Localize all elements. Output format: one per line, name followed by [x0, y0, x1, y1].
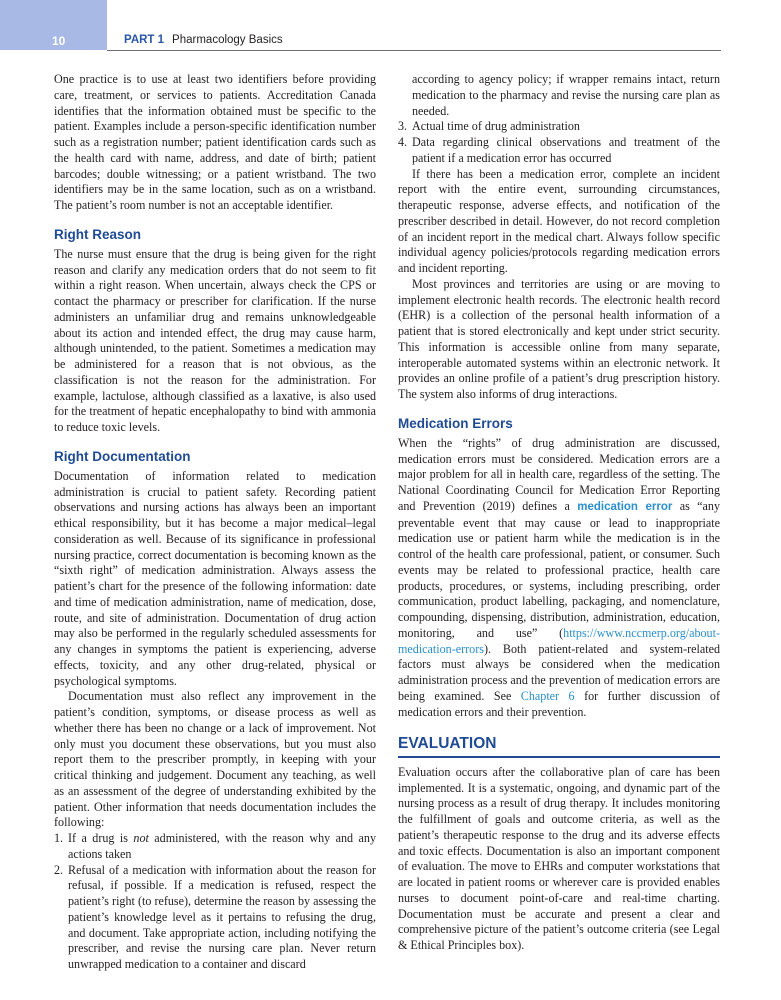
list-text: Refusal of a medication with information about the reason for refusal, if possible. If a medication is refused, respect the patient’s right (to refuse), determine the reason by assessing the patient’s knowledge level as it pertains to refusing the drug, and document. Take appropriate action, including notifying the prescriber, and revise the nursing care plan. Never return unwrapped medication to a container and discard [68, 862, 376, 971]
list-item [54, 831, 376, 863]
page-number: 10 [52, 34, 66, 48]
list-number: 2. [54, 862, 64, 877]
part-label: PART 1 [124, 34, 165, 46]
documentation-paragraph-2: Documentation must also reflect any improvement in the patient’s condition, symptoms, or disease process as well as whether there has been no change or a lack of improvement. Not only must you document these observations, but you must also report them to the prescriber promptly, in keeping with your critical thinking and judgement. Document any teaching, as well as an assessment of the degree of understanding exhibited by the patient. Other information that needs documentation includes the following: [54, 689, 376, 830]
intro-paragraph: One practice is to use at least two identifiers before providing care, treatment, or services to patients. Accreditation Canada identifies that the information obtained must be specific to the patient. Examples include a person-specific identification number such as a registration number; patient identification cards such as the health card with name, address, and date of birth; patient barcodes; double witnessing; or a patient wristband. The two identifiers may be in the same location, such as on a wristband. The patient’s room number is not an acceptable identifier. [54, 72, 376, 212]
list-number: 4. [398, 135, 408, 149]
list-item [54, 863, 376, 973]
list-item [398, 135, 720, 167]
evaluation-heading-rule [398, 756, 720, 758]
list-emphasis: not [133, 831, 149, 845]
list-number: 1. [54, 831, 64, 845]
right-reason-heading: Right Reason [54, 226, 142, 242]
right-column [398, 72, 720, 954]
key-term-medication-error[interactable]: medication error [577, 500, 673, 513]
nccmerp-link[interactable]: https://www.nccmerp.org/about-medication-errors [398, 625, 720, 656]
header-rule [107, 50, 721, 51]
list-text: administered, with the reason why and any actions taken [68, 831, 376, 861]
list-text: Data regarding clinical observations and treatment of the patient if a medication error has occurred [412, 135, 720, 165]
medication-errors-paragraph [398, 436, 720, 721]
medication-errors-heading: Medication Errors [398, 415, 513, 431]
right-reason-paragraph: The nurse must ensure that the drug is being given for the right reason and clarify any medication orders that do not seem to fit within a right reason. When uncertain, always check the CPS or contact the pharmacy or prescriber for clarification. If the nurse administers an unfamiliar drug and remains unknowledgeable about its action and intended effect, the drug may cause harm, although unintended, to the patient. Sometimes a medication may be administered for a reason that is not obvious, as the classification is not the reason for the administration. For example, lactulose, although classified as a laxative, is also used for the treatment of hepatic encephalopathy to bind with ammonia to reduce toxic levels. [54, 246, 376, 434]
running-head [124, 34, 283, 46]
evaluation-heading: EVALUATION [398, 735, 497, 753]
list-number: 3. [398, 119, 408, 134]
text-run: When the “rights” of drug administration are discussed, medication errors must be considered. Medication errors are a major problem for all in health care, regardless of the setting. The National Coordinating Council for Medication Error Reporting and Prevention (2019) defines a [398, 435, 720, 513]
incident-report-paragraph: If there has been a medication error, complete an incident report with the entire event, surrounding circumstances, therapeutic response, adverse effects, and notification of the prescriber described in detail. However, do not record completion of an incident report in the medical chart. Always follow specific individual agency policies/protocols regarding medication errors and incident reporting. [398, 166, 720, 275]
list-item [398, 119, 720, 135]
text-run: as “any preventable event that may cause or lead to inappropriate medication use or patient harm while the medication is in the control of the health care professional, patient, or consumer. Such events may be related to professional practice, health care products, procedures, or systems, including prescribing, order communication, product labelling, packaging, and nomenclature, compounding, dispensing, distribution, administration, education, monitoring, and use” ( [398, 498, 721, 640]
evaluation-paragraph: Evaluation occurs after the collaborative plan of care has been implemented. It is a systematic, ongoing, and dynamic part of the nursing process as a result of drug therapy. It includes monitoring the fulfillment of goals and outcome criteria, as well as the patient’s therapeutic response to the drug and its adverse effects and toxic effects. Documentation is also an important component of evaluation. The move to EHRs and computer workstations that are located in patient rooms or wherever care is provided enables nurses to document point-of-care and real-time charting. Documentation must be accurate and present a clear and comprehensive picture of the patient’s outcome criteria (see Legal & Ethical Principles box). [398, 764, 720, 952]
list-text: If a drug is [68, 831, 134, 845]
text-run: for further discussion of medication errors and their prevention. [398, 688, 720, 719]
part-title: Pharmacology Basics [172, 34, 283, 46]
chapter-6-link[interactable]: Chapter 6 [520, 688, 575, 703]
ehr-paragraph: Most provinces and territories are using or are moving to implement electronic health records. The electronic health record (EHR) is a collection of the personal health information of a patient that is stored electronically and kept under strict security. This information is accessible online from many separate, interoperable automated systems within an electronic network. It provides an online profile of a patient’s drug prescription history. The system also informs of drug interactions. [398, 276, 720, 401]
right-documentation-paragraph: Documentation of information related to medication administration is crucial to patient safety. Recording patient observations and nursing actions has always been an important ethical responsibility, but it has become a major medical–legal consideration as well. Because of its significance in professional nursing practice, correct documentation is becoming known as the “sixth right” of medication administration. Always assess the patient’s chart for the presence of the following information: date and time of medication administration, name of medication, dose, route, and site of administration. Documentation of drug action may also be performed in the regularly scheduled assessments for any changes in symptoms the patient is experiencing, adverse effects, toxicity, and any other drug-related, physical or psychological symptoms. [54, 468, 376, 688]
text-run: ). Both patient-related and system-related factors must always be considered when the medication administration process and the prevention of medication errors are being examined. See [398, 641, 720, 703]
list-text: Actual time of drug administration [412, 119, 580, 134]
left-column [54, 72, 376, 973]
documentation-list [54, 831, 376, 973]
list-item-continuation: according to agency policy; if wrapper remains intact, return medication to the pharmacy and revise the nursing care plan as needed. [412, 72, 720, 118]
documentation-list-continued [398, 119, 720, 166]
right-documentation-heading: Right Documentation [54, 448, 191, 464]
